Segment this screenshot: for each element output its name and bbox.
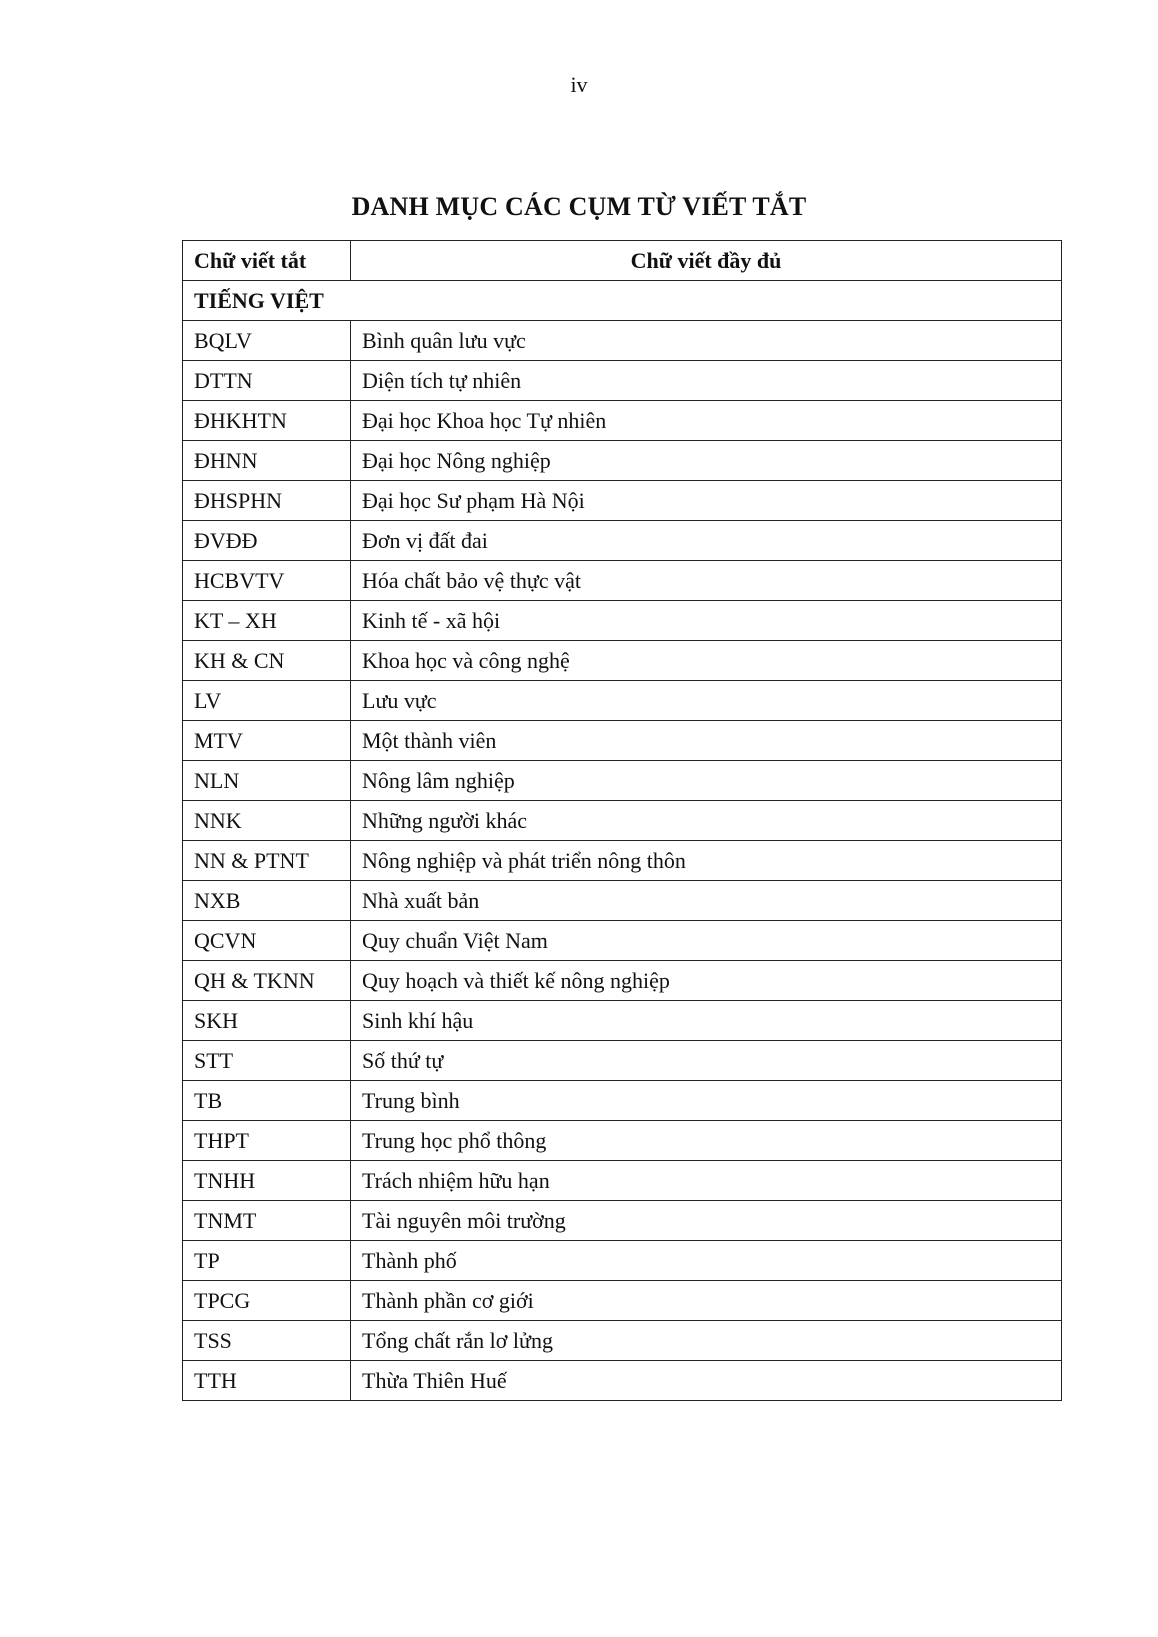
table-row [183,801,1062,841]
table-row [183,401,1062,441]
full-form-cell: Một thành viên [351,721,1062,761]
table-row [183,961,1062,1001]
section-label: TIẾNG VIỆT [183,281,1062,321]
table-row [183,721,1062,761]
full-form-cell: Kinh tế - xã hội [351,601,1062,641]
section-row [183,281,1062,321]
abbreviation-cell: TSS [183,1321,351,1361]
abbreviation-cell: KT – XH [183,601,351,641]
table-row [183,321,1062,361]
full-form-cell: Thừa Thiên Huế [351,1361,1062,1401]
table-row [183,641,1062,681]
table-row [183,441,1062,481]
full-form-cell: Thành phần cơ giới [351,1281,1062,1321]
abbreviation-cell: THPT [183,1121,351,1161]
abbreviation-cell: LV [183,681,351,721]
full-form-cell: Khoa học và công nghệ [351,641,1062,681]
table-row [183,841,1062,881]
full-form-cell: Nhà xuất bản [351,881,1062,921]
table-row [183,1241,1062,1281]
table-row [183,561,1062,601]
table-header-row [183,241,1062,281]
abbreviation-cell: STT [183,1041,351,1081]
table-row [183,1081,1062,1121]
table-row [183,1121,1062,1161]
full-form-cell: Trung bình [351,1081,1062,1121]
abbreviation-cell: ĐHNN [183,441,351,481]
full-form-cell: Đại học Nông nghiệp [351,441,1062,481]
full-form-cell: Số thứ tự [351,1041,1062,1081]
table-row [183,1361,1062,1401]
abbreviation-cell: TTH [183,1361,351,1401]
abbreviation-cell: QH & TKNN [183,961,351,1001]
abbreviation-cell: TPCG [183,1281,351,1321]
full-form-cell: Đại học Khoa học Tự nhiên [351,401,1062,441]
full-form-cell: Đơn vị đất đai [351,521,1062,561]
table-row [183,1281,1062,1321]
abbreviation-cell: TP [183,1241,351,1281]
table-row [183,361,1062,401]
full-form-cell: Quy hoạch và thiết kế nông nghiệp [351,961,1062,1001]
abbreviation-cell: ĐHSPHN [183,481,351,521]
full-form-cell: Tổng chất rắn lơ lửng [351,1321,1062,1361]
abbreviation-table [182,240,1062,1401]
full-form-cell: Đại học Sư phạm Hà Nội [351,481,1062,521]
abbreviation-cell: HCBVTV [183,561,351,601]
full-form-cell: Nông nghiệp và phát triển nông thôn [351,841,1062,881]
table-body [183,281,1062,1401]
table-row [183,881,1062,921]
abbreviation-cell: BQLV [183,321,351,361]
header-abbreviation: Chữ viết tắt [183,241,351,281]
full-form-cell: Bình quân lưu vực [351,321,1062,361]
table-row [183,1201,1062,1241]
abbreviation-cell: KH & CN [183,641,351,681]
abbreviation-cell: QCVN [183,921,351,961]
table-row [183,921,1062,961]
full-form-cell: Thành phố [351,1241,1062,1281]
abbreviation-cell: TNMT [183,1201,351,1241]
table-row [183,1321,1062,1361]
full-form-cell: Những người khác [351,801,1062,841]
abbreviation-cell: SKH [183,1001,351,1041]
table-row [183,1041,1062,1081]
table-row [183,601,1062,641]
table-row [183,1161,1062,1201]
page-number: iv [570,72,588,97]
full-form-cell: Nông lâm nghiệp [351,761,1062,801]
abbreviation-cell: TNHH [183,1161,351,1201]
full-form-cell: Diện tích tự nhiên [351,361,1062,401]
full-form-cell: Quy chuẩn Việt Nam [351,921,1062,961]
abbreviation-cell: MTV [183,721,351,761]
abbreviation-cell: NN & PTNT [183,841,351,881]
table-row [183,521,1062,561]
abbreviation-cell: DTTN [183,361,351,401]
abbreviation-cell: ĐVĐĐ [183,521,351,561]
full-form-cell: Trách nhiệm hữu hạn [351,1161,1062,1201]
table-row [183,481,1062,521]
full-form-cell: Trung học phổ thông [351,1121,1062,1161]
header-full-form: Chữ viết đầy đủ [351,241,1062,281]
abbreviation-cell: ĐHKHTN [183,401,351,441]
abbreviation-cell: NXB [183,881,351,921]
table-row [183,681,1062,721]
table-row [183,761,1062,801]
page-title: DANH MỤC CÁC CỤM TỪ VIẾT TẮT [351,192,807,221]
abbreviation-cell: NNK [183,801,351,841]
full-form-cell: Hóa chất bảo vệ thực vật [351,561,1062,601]
full-form-cell: Tài nguyên môi trường [351,1201,1062,1241]
abbreviation-cell: NLN [183,761,351,801]
abbreviation-cell: TB [183,1081,351,1121]
full-form-cell: Lưu vực [351,681,1062,721]
full-form-cell: Sinh khí hậu [351,1001,1062,1041]
table-row [183,1001,1062,1041]
